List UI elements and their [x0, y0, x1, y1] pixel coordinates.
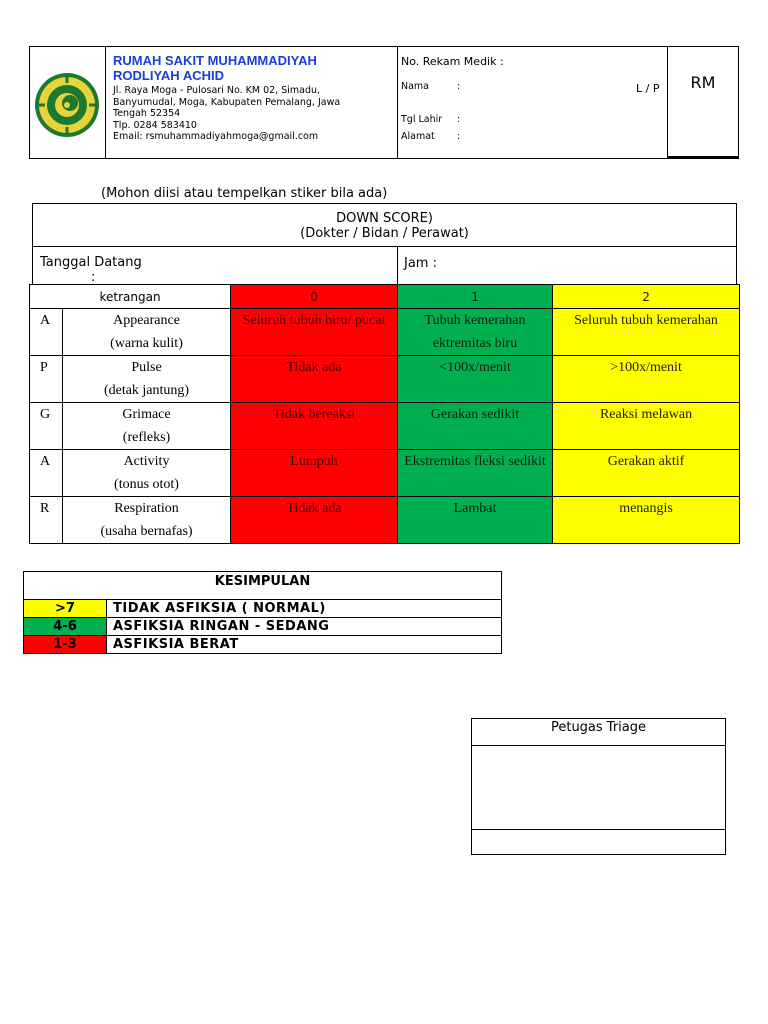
name-line[interactable] [472, 830, 725, 854]
kesimpulan-table [23, 571, 502, 654]
criterion-name: Respiration [114, 501, 179, 516]
divider [33, 246, 736, 247]
conclusion-text: ASFIKSIA BERAT [107, 636, 502, 654]
score-table-header [30, 285, 740, 309]
address-line2: Banyumudal, Moga, Kabupaten Pemalang, Jawa [113, 96, 341, 108]
score-table [29, 284, 740, 544]
table-row [30, 403, 740, 450]
score-1-cell: <100x/menit [398, 356, 553, 403]
nama-label: Nama [401, 81, 430, 92]
gender-label: L / P [636, 82, 660, 95]
criterion-sub: (refleks) [122, 430, 171, 445]
conclusion-text: TIDAK ASFIKSIA ( NORMAL) [107, 600, 502, 618]
score-0-cell: Tidak ada [231, 497, 398, 544]
header-keterangan: ketrangan [30, 285, 231, 309]
score-2-cell: menangis [553, 497, 740, 544]
score-2-cell: >100x/menit [553, 356, 740, 403]
score-1-cell: Gerakan sedikit [398, 403, 553, 450]
criterion-sub: (tonus otot) [114, 477, 179, 492]
criterion-name: Activity [123, 454, 170, 469]
table-row [30, 497, 740, 544]
tanggal-datang-field[interactable] [40, 255, 142, 285]
petugas-triage-title: Petugas Triage [472, 719, 725, 746]
alamat-colon: : [457, 131, 461, 142]
list-item [24, 636, 502, 654]
row-letter: P [30, 356, 63, 403]
down-score-title-line1: DOWN SCORE) [336, 211, 433, 226]
hospital-info [106, 47, 398, 158]
table-row [30, 309, 740, 356]
criterion-cell [63, 309, 231, 356]
address-line1: Jl. Raya Moga - Pulosari No. KM 02, Simadu, [113, 85, 321, 96]
tanggal-datang-label: Tanggal Datang [40, 255, 142, 270]
down-score-title-line2: (Dokter / Bidan / Perawat) [300, 226, 469, 241]
down-score-box [32, 203, 737, 285]
hospital-name-line2: RODLIYAH ACHID [113, 68, 224, 83]
row-letter: R [30, 497, 63, 544]
score-0-cell: Lumpuh [231, 450, 398, 497]
score-2-cell: Seluruh tubuh kemerahan [553, 309, 740, 356]
range-badge: 1-3 [24, 636, 107, 654]
score-1-cell: Ekstremitas fleksi sedikit [398, 450, 553, 497]
score-0-cell: Seluruh tubuh biru/ pucat [231, 309, 398, 356]
criterion-sub: (usaha bernafas) [100, 524, 193, 539]
conclusion-text: ASFIKSIA RINGAN - SEDANG [107, 618, 502, 636]
email: Email: rsmuhammadiyahmoga@gmail.com [113, 131, 319, 142]
rm-cell [668, 47, 738, 158]
criterion-cell [63, 356, 231, 403]
list-item [24, 600, 502, 618]
sticker-note: (Mohon diisi atau tempelkan stiker bila ada) [101, 186, 388, 201]
row-letter: A [30, 450, 63, 497]
petugas-triage-box [471, 718, 726, 855]
score-2-cell: Reaksi melawan [553, 403, 740, 450]
criterion-cell [63, 450, 231, 497]
hospital-name-line1: RUMAH SAKIT MUHAMMADIYAH [113, 53, 317, 68]
criterion-cell [63, 497, 231, 544]
table-row [30, 356, 740, 403]
nama-colon: : [457, 81, 461, 92]
criterion-sub: (detak jantung) [103, 383, 190, 398]
address-line3: Tengah 52354 [113, 108, 181, 119]
header-score-2: 2 [553, 285, 740, 309]
row-letter: G [30, 403, 63, 450]
row-letter: A [30, 309, 63, 356]
jam-label: Jam : [404, 256, 437, 271]
list-item [24, 618, 502, 636]
kesimpulan-header [24, 572, 502, 600]
criterion-sub: (warna kulit) [110, 336, 183, 351]
table-row [30, 450, 740, 497]
rekam-medik-label: No. Rekam Medik : [401, 55, 504, 68]
muhammadiyah-logo-icon [34, 72, 100, 138]
criterion-name: Grimace [122, 407, 171, 422]
rm-label: RM [690, 73, 716, 92]
logo-cell [30, 47, 106, 158]
criterion-name: Appearance [113, 313, 180, 328]
patient-identity [398, 47, 668, 158]
tgl-lahir-label: Tgl Lahir [401, 114, 443, 125]
signature-area[interactable] [472, 746, 725, 830]
header-score-1: 1 [398, 285, 553, 309]
header-score-0: 0 [231, 285, 398, 309]
score-1-cell: Lambat [398, 497, 553, 544]
divider [397, 246, 398, 284]
range-badge: 4-6 [24, 618, 107, 636]
range-badge: >7 [24, 600, 107, 618]
kesimpulan-title: KESIMPULAN [24, 572, 502, 600]
score-0-cell: Tidak bereaksi [231, 403, 398, 450]
score-2-cell: Gerakan aktif [553, 450, 740, 497]
phone: Tlp. 0284 583410 [113, 119, 197, 131]
score-0-cell: Tidak ada [231, 356, 398, 403]
score-1-cell: Tubuh kemerahan ektremitas biru [398, 309, 553, 356]
criterion-cell [63, 403, 231, 450]
jam-field[interactable] [404, 256, 437, 271]
down-score-title [33, 211, 736, 241]
hospital-header [29, 46, 739, 159]
alamat-label: Alamat [401, 131, 435, 142]
tgl-lahir-colon: : [457, 114, 461, 125]
tanggal-datang-colon: : [91, 270, 96, 285]
criterion-name: Pulse [131, 360, 162, 375]
